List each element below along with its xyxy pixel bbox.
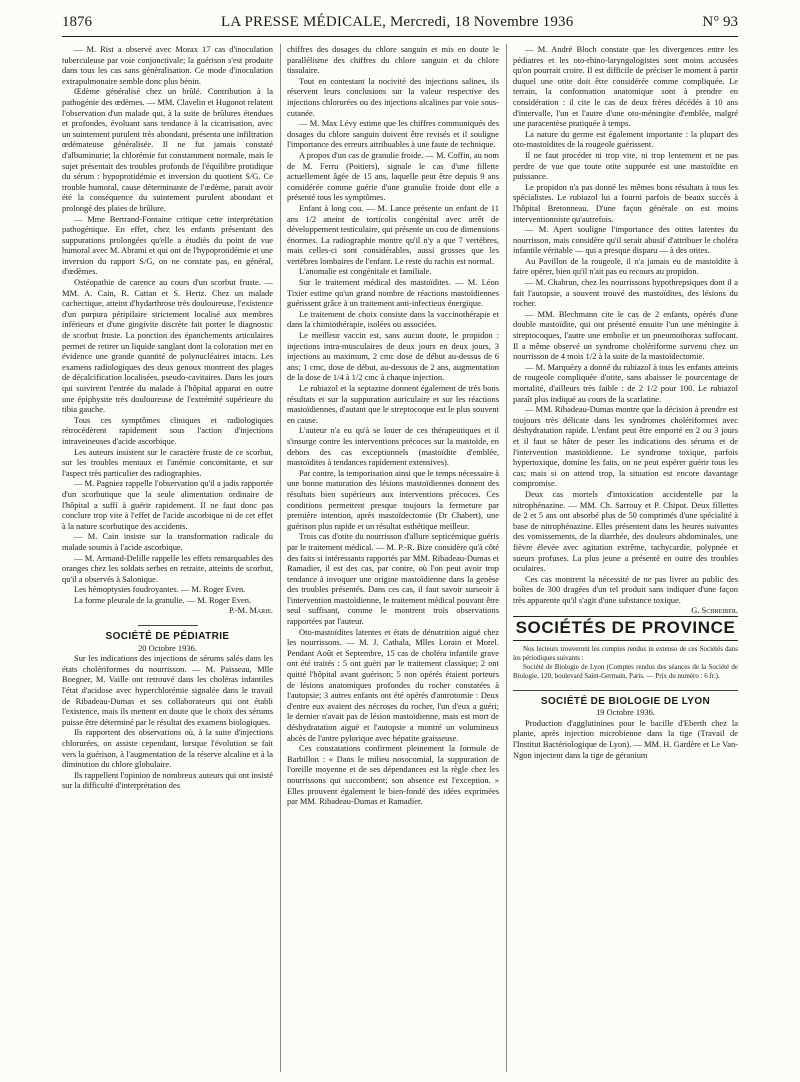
paragraph: Les auteurs insistent sur le caractère fruste de ce scorbut, sur les troubles mentaux et l'anémie concomitante, et sur l'aspect très particulier des radiographies. (62, 446, 273, 478)
paragraph: L'anomalie est congénitale et familiale. (299, 266, 432, 277)
paragraph: — M. Pagniez rappelle l'observation qu'il a jadis rapportée d'un scorbutique que la seule alimentation ordinaire de l'hôpital a suffi à guérir rapidement. Il ne faut donc pas conclure trop vite à l'effet de l'acide ascorbique ni de cet effet à la nature scorbutique des accidents. (62, 478, 273, 531)
paragraph: L'auteur n'a eu qu'à se louer de ces thérapeutiques et il s'insurge contre les interventions précoces sur la mastoïde, en dehors des cas exceptionnels (mastoïdite d'emblée, mastoïdites à tendances rapidement extensives). (287, 425, 499, 468)
paragraph: Le traitement de choix consiste dans la vaccinothérapie et dans la chimiothérapie, isolées ou associées. (287, 308, 499, 330)
paragraph: La nature du germe est également importante : la plupart des oto-mastoïdites de la rougeole guérissent. (513, 128, 738, 150)
paragraph: Le propidon n'a pas donné les mêmes bons résultats à tous les spécialistes. Le rubiazol lui a fourni parfois de beaux succès à l'hôpital Bretonneau. D'une façon générale on est moins interventionniste qu'autrefois. (513, 181, 738, 224)
paragraph: — Mme Bertrand-Fontaine critique cette interprétation pathogénique. En effet, chez les enfants présentant des suppurations prolongées qu'elle a étudiés du point de vue humoral avec M. Abrami et qui ont de l'hypoprotidémie et une inversion du rapport S/G, on ne constate pas, en général, d'œdèmes. (62, 213, 273, 277)
paragraph: Ils rappellent l'opinion de nombreux auteurs qui ont insisté sur la difficulté d'interprétation des (62, 769, 273, 791)
paragraph: Tout en contestant la nocivité des injections salines, ils réservent leurs conclusions sur la valeur respective des injections chlorurées ou des injections alcalines par voie sous-cutanée. (287, 75, 499, 118)
paragraph: — M. Max Lévy estime que les chiffres communiqués des dosages du chlore sanguin doivent être revisés et il souligne l'importance des erreurs attribuables à une faute de technique. (287, 118, 499, 150)
editorial-note (513, 645, 738, 681)
paragraph: Le rubiazol et la septazine donnent également de très bons résultats et sur la suppuration auriculaire et sur les réactions mastoïdiennes, d'autant que le streptocoque est le plus souvent en cause. (287, 383, 499, 425)
paragraph: Au Pavillon de la rougeole, il n'a jamais eu de mastoïdite à faire opérer, bien qu'il n'ait pas eu recours au propidon. (513, 255, 738, 277)
paragraph: Œdème généralisé chez un brûlé. Contribution à la pathogénie des œdèmes. — MM. Clavelin et Hugonot relatent l'observation d'un malade qui, à la suite de brûlures étendues et profondes, évoluant sans tendance à la cicatrisation, avec un suintement purulent très abondant, présenta une infiltration œdémateuse généralisée. Il ne fut jamais constaté d'albuminurie; la chlorémie fut constamment normale, mais le sujet présentait des troubles profonds de l'équilibre protidique du sérum : hypoprotidémie et inversion du quotient S/G. Ce trouble humoral, cause déterminante de l'œdème, parait avoir été la conséquence du suintement purulent abondant et prolongé des plaies de brûlure. (62, 86, 273, 213)
paragraph: Il ne faut procéder ni trop vite, ni trop lentement et ne pas perdre de vue que toute otite suppurée est une mastoïdite en puissance. (513, 149, 738, 182)
paragraph: — M. Marquézy a donné du rubiazol à tous les enfants atteints de rougeole compliquée d'otite, sans abaisser le pourcentage de mortalité, d'ailleurs très faible : de 2 1/2 pour 100. Le rubiazol paraît plus indiqué au cours de la scarlatine. (513, 361, 738, 404)
paragraph: Par contre, la temporisation ainsi que le temps nécessaire à une bonne maturation des lésions mastoïdiennes donnent des résultats bien supérieurs aux interventions précoces. Ces conditions permettent presque toujours la fermeture par première intention, après mastoïdectomie (Dr Chabert), une guérison plus rapide et un résultat esthétique meilleur. (287, 467, 499, 531)
paragraph: — M. Chabrun, chez les nourrissons hypothrepsiques dont il a fait l'autopsie, a souvent trouvé des mastoïdites, des lésions du rocher. (513, 277, 738, 309)
note-line: Nos lecteurs trouveront les comptes rendus in extenso de ces Sociétés dans les périodiques suivants : (513, 644, 738, 662)
paragraph: chiffres des dosages du chlore sanguin et mis en doute le parallélisme des chiffres du chlore sanguin et du chlore tissulaire. (287, 44, 499, 76)
note-line: Société de Biologie de Lyon (Comptes rendus des séances de la Société de Biologie, 120, boulevard Saint-Germain, Paris. — Prix du numéro : 6 fr.). (513, 662, 738, 680)
paragraph: — M. Cain insiste sur la transformation radicale du malade soumis à l'acide ascorbique. (62, 531, 273, 552)
page-number: 1876 (62, 14, 92, 30)
column-divider-2 (506, 44, 507, 1072)
paragraph: Les hémoptysies foudroyantes. — M. Roger Even. (74, 584, 246, 595)
paragraph: — M. André Bloch constate que les divergences entre les pédiatres et les oto-rhino-laryngologistes sont moins accusées qu'on pourrait croire. Il est difficile de préciser le moment à partir duquel une otite doit être considérée comme compliquée. Le terrain, la conformation anatomique sont à prendre en considération : il cite le cas de deux frères décédés à 10 ans d'intervalle, l'un et l'autre d'une oto-méningite d'emblée, malgré une paracentèse pratiquée à temps. (513, 44, 738, 129)
paragraph: Trois cas d'otite du nourrisson d'allure septicémique guéris par le traitement médical. — M. P.-R. Bize considère qu'à côté des faits si intéressants rapportés par MM. Ribadeau-Dumas et Ramadier, il est des cas, par contre, où l'on peut avoir trop tendance à invoquer une origine mastoïdienne dans la genèse des troubles présentés. Dans ces cas, il faut savoir surseoir à l'intervention mastoïdienne, le traitement médical pouvant être seul suffisant, comme le montrent trois observations rapportées par l'auteur. (287, 531, 499, 627)
signature: G. Schreiber. (691, 605, 738, 616)
paragraph: Sur les indications des injections de sérums salés dans les états cholériformes du nourrisson. — M. Paisseau, Mlle Boegner, M. Vaille ont retrouvé dans les choléras infantiles l'état d'acidose avec hyperchlorémie signalée dans le travail de Ribadeau-Dumas et ses collaborateurs qui ont établi l'existence, mais ils mettent en doute que le choix des sérums puisse être déterminé par le résultat des examens biologiques. (62, 653, 273, 727)
column-1 (62, 44, 273, 791)
column-2 (287, 44, 499, 807)
paragraph: — M. Apert souligne l'importance des otites latentes du nourrisson, mais considère qu'il serait abusif d'attribuer le choléra infantile véritable — qui a presque disparu — à des otites. (513, 224, 738, 256)
paragraph: Enfant à long cou. — M. Lance présente un enfant de 11 ans 1/2 atteint de torticolis congénital avec arrêt de développement testiculaire, qui présente un cou de dimensions énormes. La radiographie montre qu'il n'y a que 7 vertèbres, mais celles-ci sont considérables, aussi grosses que les vertèbres lombaires de l'enfant. Le reste du rachis est normal. (287, 202, 499, 266)
column-divider-1 (280, 44, 281, 1072)
paragraph: Le meilleur vaccin est, sans aucun doute, le propidon : injections intra-musculaires de deux jours en deux jours, 3 injections au maximum, 2 cmc dose de début au-dessus de 6 ans; 1 cmc, dose de début, au-dessous de 2 ans, augmentation de la dose de 1/4 à 1/2 cmc à chaque injection. (287, 330, 499, 383)
paragraph: Ostéopathie de carence au cours d'un scorbut fruste. — MM. A. Cain, R. Cattan et S. Hertz. Chez un malade cachectique, atteint d'hydarthrose très douloureuse, l'existence d'un purpura péripilaire strictement localisé aux membres inférieurs et d'une gingivite discrète fait porter le diagnostic de scorbut fruste. La ponction des épanchements articulaires permet de retirer un liquide sanglant dont la coloration met en évidence une grande quantité de polynucléaires intacts. Les examens radiologiques des deux genoux montrent des plages de décalcification localisées, pseudo-cavitaires. Dans les jours qui suivirent l'entrée du malade à l'hôpital apparut en outre une épiphysite très douloureuse de l'extrémité supérieure du tibia gauche. (62, 277, 273, 415)
paragraph: Ils rapportent des observations où, à la suite d'injections chlorurées, on assiste cependant, lorsque l'évolution se fait vers la guérison, à l'augmentation de la réserve alcaline et à la diminution du chlore globulaire. (62, 727, 273, 770)
paragraph: Tous ces symptômes cliniques et radiologiques rétrocédèrent rapidement sous l'action d'injections intraveineuses d'acide ascorbique. (62, 414, 273, 446)
paragraph: Oto-mastoïdites latentes et états de dénutrition aiguë chez les nourrissons. — M. J. Cathala, Mlles Lorain et Morel. Pendant Août et Septembre, 15 cas de choléra infantile grave ont été traités : 5 ont guéri par le traitement classique; 2 ont quitté l'hôpital avant guérison; 5 non opérés étaient porteurs de lésions anatomiques profondes du rocher constatées à l'autopsie; 3 autres enfants ont été opérés d'antrotomie : Deux d'entre eux avaient des nécroses du rocher, l'un d'eux a guéri; le dernier n'avait pas de lésion mastoïdienne, mais est mort de déshydratation aiguë et l'autopsie a montré un volumineux abcès de l'antre pylorique avec hépatite graisseuse. (287, 626, 499, 743)
section-heading: SOCIÉTÉ DE BIOLOGIE DE LYON (540, 695, 711, 707)
paragraph: Sur le traitement médical des mastoïdites. — M. Léon Tixier estime qu'un grand nombre de réactions mastoïdiennes guérissent grâce à un traitement anti-infectieux énergique. (287, 277, 499, 309)
paragraph: Ces cas montrent la nécessité de ne pas livrer au public des boîtes de 300 dragées d'un tel produit sans indiquer d'une façon très apparente qu'il s'agit d'une substance toxique. (513, 573, 738, 605)
section-banner: SOCIÉTÉS DE PROVINCE (513, 616, 738, 641)
paragraph: Ces constatations confirment pleinement la formule de Barbillon : « Dans le milieu nosocomial, la suppuration de l'oreille moyenne et de ses dépendances est la règle chez les nourrissons qui succombent; son absence est l'exception. » Elles prouvent également le bien-fondé des idées exprimées par MM. Ribadeau-Dumas et Ramadier. (287, 743, 499, 807)
issue-number: N° 93 (702, 14, 738, 30)
paragraph: La forme pleurale de la granulie. — M. Roger Even. (74, 594, 252, 605)
paragraph: Deux cas mortels d'intoxication accidentelle par la nitrophénazine. — MM. Ch. Sarrouy et P. Chipot. Deux fillettes de 2 et 5 ans ont absorbé plus de 50 comprimés d'une spécialité à base de nitrophénazine. Elles présentent dans les heures suivantes des vomissements, de la diarrhée, des douleurs abdominales, une fièvre élevée avec agitation extrême, tachycardie, polypnée et sueurs profuses. La plus jeune a présenté en outre des troubles oculaires. (513, 488, 738, 574)
paragraph: Production d'agglutinines pour le bacille d'Eberth chez la plante, après injection microbienne dans la tige (Travail de l'Institut Bactériologique de Lyon). — MM. H. Gardère et Le Van-Ngon injectent dans la tige de géranium (513, 717, 738, 760)
header-rule (62, 36, 738, 37)
section-date: 19 Octobre 1936. (596, 707, 655, 718)
page-header (62, 14, 738, 34)
paragraph: — M. Rist a observé avec Morax 17 cas d'inoculation tuberculeuse par voie conjonctivale; la guérison s'est produite dans tous les cas sans généralisation. Ce mode d'inoculation extrapulmonaire semble donc plus bénin. (62, 44, 273, 86)
signature: P.-M. Marie. (228, 605, 273, 616)
journal-title: LA PRESSE MÉDICALE, Mercredi, 18 Novembre 1936 (220, 14, 574, 30)
column-3 (513, 44, 738, 760)
separator (513, 690, 738, 691)
section-heading: SOCIÉTÉ DE PÉDIATRIE (105, 631, 230, 643)
section-date: 20 Octobre 1936. (138, 642, 197, 653)
separator (138, 625, 198, 626)
paragraph: — M. Armand-Delille rappelle les effets remarquables des oranges chez les soldats serbes en retraite, atteints de scorbut, qu'il a observés à Salonique. (62, 552, 273, 584)
paragraph: — MM. Blechmann cite le cas de 2 enfants, opérés d'une double mastoïdite, qui ont présenté ensuite l'un une méningite à streptocoques, l'autre une embolie et un pneumothorax suffocant. Il a même observé un syndrome cholériforme survenu chez un nourrisson de 4 mois 1/2 à la suite de la mastoïdectomie. (513, 308, 738, 362)
paragraph: — MM. Ribadeau-Dumas montre que la décision à prendre est toujours très délicate dans les syndromes cholériformes avec déshydratation rapide. L'enfant peut être emporté en 2 ou 3 jours et il faut se hâter de peser les indications des sérums et de l'intervention mastoïdienne. Le syndrome toxique, parfois hypertoxique, domine les faits, on ne peut espérer guérir tous les cas; mais si on attend trop, la situation est encore davantage compromise. (513, 404, 738, 489)
paragraph: A propos d'un cas de granulie froide. — M. Coffin, au nom de M. Ferru (Poitiers), signale le cas d'une fillette actuellement âgée de 15 ans, laquelle peut être depuis 9 ans considérée comme guérie d'une granulie froide dont elle a présenté tous les symptômes. (287, 149, 499, 203)
